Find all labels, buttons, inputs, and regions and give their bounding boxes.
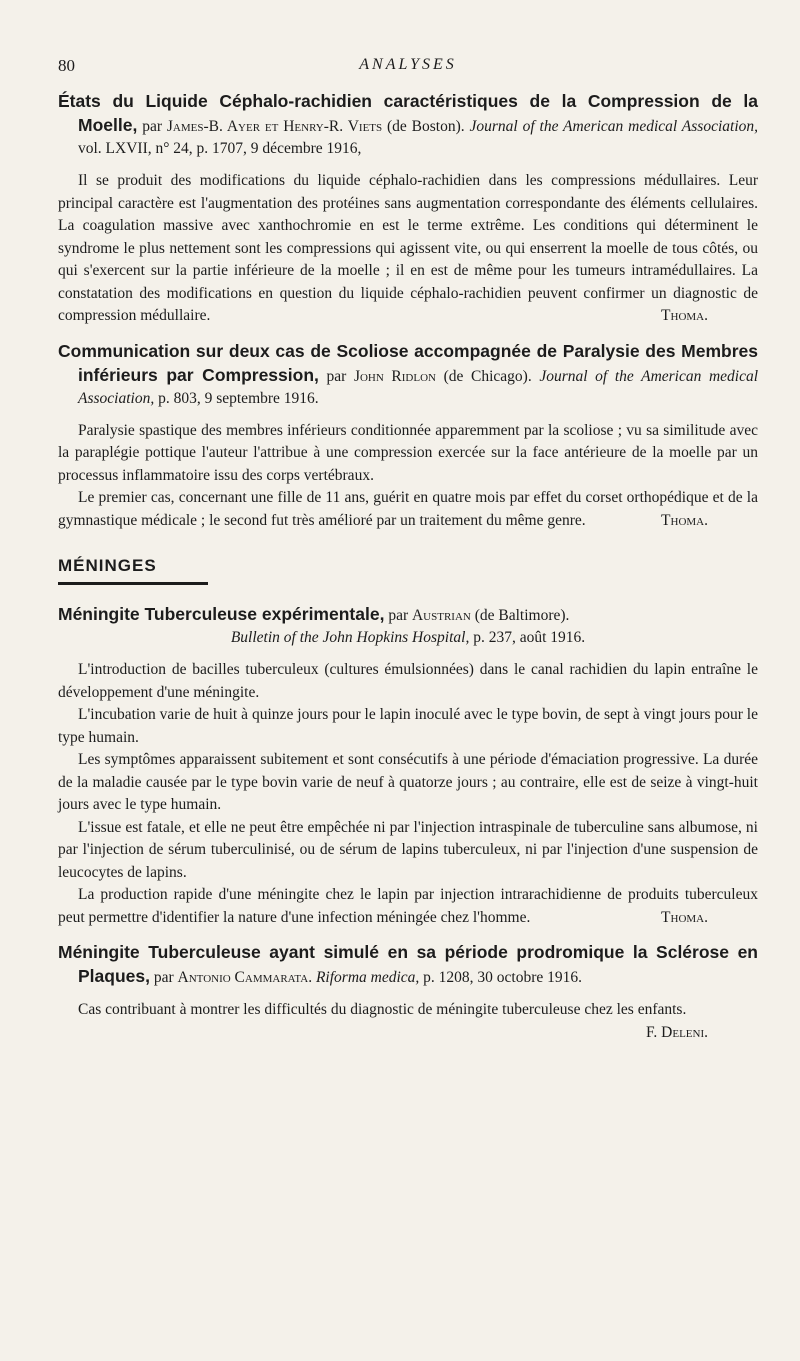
article-journal: Journal of the American medical Association, [469, 118, 759, 135]
section-rule [58, 582, 208, 585]
article-signature: F. Deleni. [646, 1023, 708, 1041]
section-heading: MÉNINGES [58, 556, 157, 575]
article-journal: Riforma medica, [315, 969, 420, 986]
page-number: 80 [58, 56, 75, 75]
running-title: ANALYSES [359, 56, 457, 73]
article-authors: James-B. Ayer et Henry-R. Viets [166, 118, 383, 135]
article-journal: Journal of the American medical Association, [78, 367, 759, 407]
paragraph-text: Cas contribuant à montrer les difficultés du diagnostic de méningite tuberculeuse chez les enfants. [78, 1001, 687, 1018]
article-paragraph [58, 487, 758, 532]
article-paragraph: L'issue est fatale, et elle ne peut être empêchée ni par l'injection intraspinale de tuberculine sans albumose, ni par l'injection de sérum tuberculinisé, ou de sérum de lapins tuberculeux, ni par l'injection d'une suspension de leucocytes de lapins. [58, 818, 758, 881]
article-paragraph: L'incubation varie de huit à quinze jours pour le lapin inoculé avec le type bovin, de sept à vingt jours pour le type humain. [58, 706, 758, 746]
article-affiliation: (de Boston). [387, 118, 465, 135]
article-citation: p. 1208, 30 octobre 1916. [423, 969, 583, 986]
article-heading [58, 340, 758, 410]
article-paragraph: Paralysie spastique des membres inférieurs conditionnée apparemment par la scoliose ; vu sa similitude avec la paraplégie pottique l'auteur l'attribue à une compression exercée sur la face antérieure de la moelle par un processus inflammatoire issu des corps vertébraux. [58, 421, 758, 484]
article-title: Méningite Tuberculeuse expérimentale, [58, 604, 385, 624]
article-title: Méningite Tuberculeuse ayant simulé en sa période prodromique la Sclérose en Plaques, [58, 942, 758, 986]
article-title: Communication sur deux cas de Scoliose accompagnée de Paralysie des Membres inférieurs par Compression, [58, 340, 758, 385]
article-paragraph: Les symptômes apparaissent subitement et sont consécutifs à une période d'émaciation progressive. La durée de la maladie causée par le type bovin varie de neuf à quatorze jours ; au contraire, elle est de seize à vingt-huit jours avec le type humain. [58, 751, 758, 813]
running-head [58, 56, 758, 90]
article-2 [58, 340, 758, 533]
article-paragraph [58, 884, 758, 929]
meninges-article-1 [58, 603, 758, 929]
paragraph-text: Le premier cas, concernant une fille de 11 ans, guérit en quatre mois par effet du corset orthopédique et de la gymnastique médicale ; le second fut très amélioré par un traitement du même genre. [58, 489, 758, 529]
article-journal: Bulletin of the John Hopkins Hospital, [230, 629, 470, 646]
article-heading [58, 941, 758, 989]
article-signature: Thoma. [661, 307, 708, 324]
paragraph-text: La production rapide d'une méningite chez le lapin par injection intrarachidienne de produits tuberculeux peut permettre d'identifier la nature d'une infection méningée chez l'homme. [58, 886, 758, 926]
article-paragraph [58, 170, 758, 328]
article-source-line [78, 627, 758, 649]
article-by: par [153, 969, 174, 986]
article-paragraph [58, 999, 758, 1041]
article-1 [58, 90, 758, 328]
page [58, 56, 758, 1044]
article-heading [58, 603, 758, 649]
article-affiliation: (de Chicago). [443, 367, 532, 385]
article-authors: Antonio Cammarata. [177, 969, 313, 986]
article-paragraph: L'introduction de bacilles tuberculeux (cultures émulsionnées) dans le canal rachidien du lapin entraîne le développement d'une méningite. [58, 661, 758, 701]
article-affiliation: (de Baltimore). [474, 607, 570, 624]
article-heading [58, 90, 758, 160]
article-by: par [326, 367, 347, 385]
article-citation: vol. LXVII, n° 24, p. 1707, 9 décembre 1916, [78, 140, 362, 157]
article-signature: Thoma. [661, 511, 708, 529]
article-by: par [388, 607, 409, 624]
article-by: par [142, 118, 162, 135]
article-citation: p. 803, 9 septembre 1916. [158, 389, 319, 407]
article-authors: John Ridlon [353, 367, 436, 385]
article-citation: p. 237, août 1916. [473, 629, 586, 646]
article-signature: Thoma. [661, 908, 708, 926]
article-title: États du Liquide Céphalo-rachidien caractéristiques de la Compression de la Moelle, [58, 91, 758, 135]
meninges-article-2 [58, 941, 758, 1044]
article-authors: Austrian [411, 607, 471, 624]
paragraph-text: Il se produit des modifications du liquide céphalo-rachidien dans les compressions médullaires. Leur principal caractère est l'augmentation des protéines sans augmentation correspondante des éléments cellulaires. La coagulation massive avec xanthochromie en est le terme extrême. Les conditions qui déterminent le syndrome le plus nettement sont les compressions qui agissent vite, ou qui enserrent la moelle de tous côtés, ou qui s'exercent sur la partie inférieure de la moelle ; il en est de même pour les tumeurs intramédullaires. La constatation des modifications en question du liquide céphalo-rachidien peuvent confirmer un diagnostic de compression médullaire. [58, 172, 758, 324]
